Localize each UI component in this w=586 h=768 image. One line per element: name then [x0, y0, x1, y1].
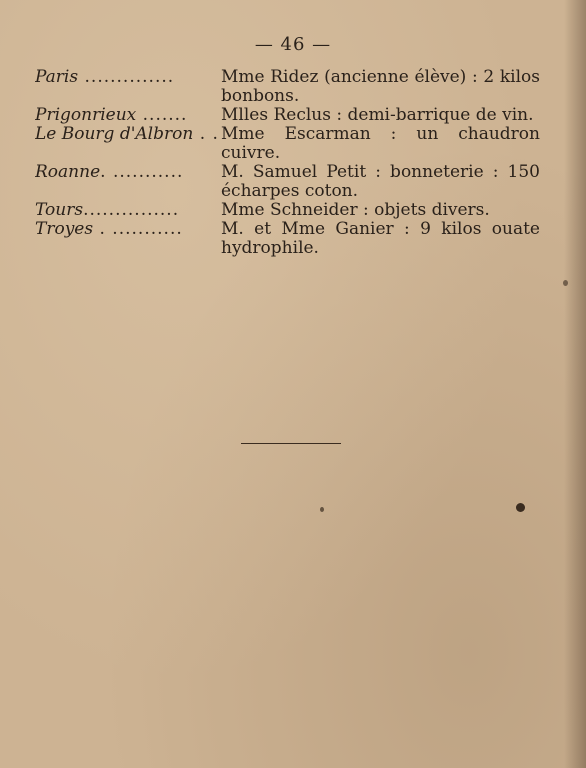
list-item [35, 163, 540, 201]
place-name: Tours [35, 201, 84, 220]
leader-dots: ............... [83, 201, 180, 220]
list-item [35, 68, 540, 106]
list-item [35, 125, 540, 163]
place-name: Troyes [35, 220, 94, 239]
section-divider [241, 443, 341, 444]
donation-text: Mme Schneider : objets divers. [221, 200, 490, 220]
donation-text: Mme Ridez (ancienne élève) : 2 kilos bonbons. [221, 67, 540, 106]
donation-text: M. Samuel Petit : bonneterie : 150 écharpes coton. [221, 162, 540, 201]
page-edge-shadow [564, 0, 586, 768]
place-name: Prigonrieux [35, 106, 137, 125]
leader-dots: . . [193, 125, 219, 144]
leader-dots: ....... [136, 106, 188, 125]
ink-spot [516, 503, 525, 512]
donation-text: Mlles Reclus : demi-barrique de vin. [221, 105, 534, 125]
place-name: Le Bourg d'Albron [35, 125, 194, 144]
leader-dots: . ........... [93, 220, 183, 239]
list-item [35, 201, 540, 220]
donation-text: Mme Escarman : un chaudron cuivre. [221, 124, 540, 163]
place-name: Paris [35, 68, 79, 87]
donation-text: M. et Mme Ganier : 9 kilos ouate hydrophile. [221, 219, 540, 258]
page-number: — 46 — [254, 34, 332, 55]
ink-spot [320, 507, 324, 512]
ink-spot [563, 280, 568, 286]
leader-dots: . ........... [100, 163, 184, 182]
list-item [35, 220, 540, 258]
place-name: Roanne [35, 163, 101, 182]
leader-dots: .............. [78, 68, 175, 87]
list-item [35, 106, 540, 125]
donation-list [35, 68, 540, 258]
